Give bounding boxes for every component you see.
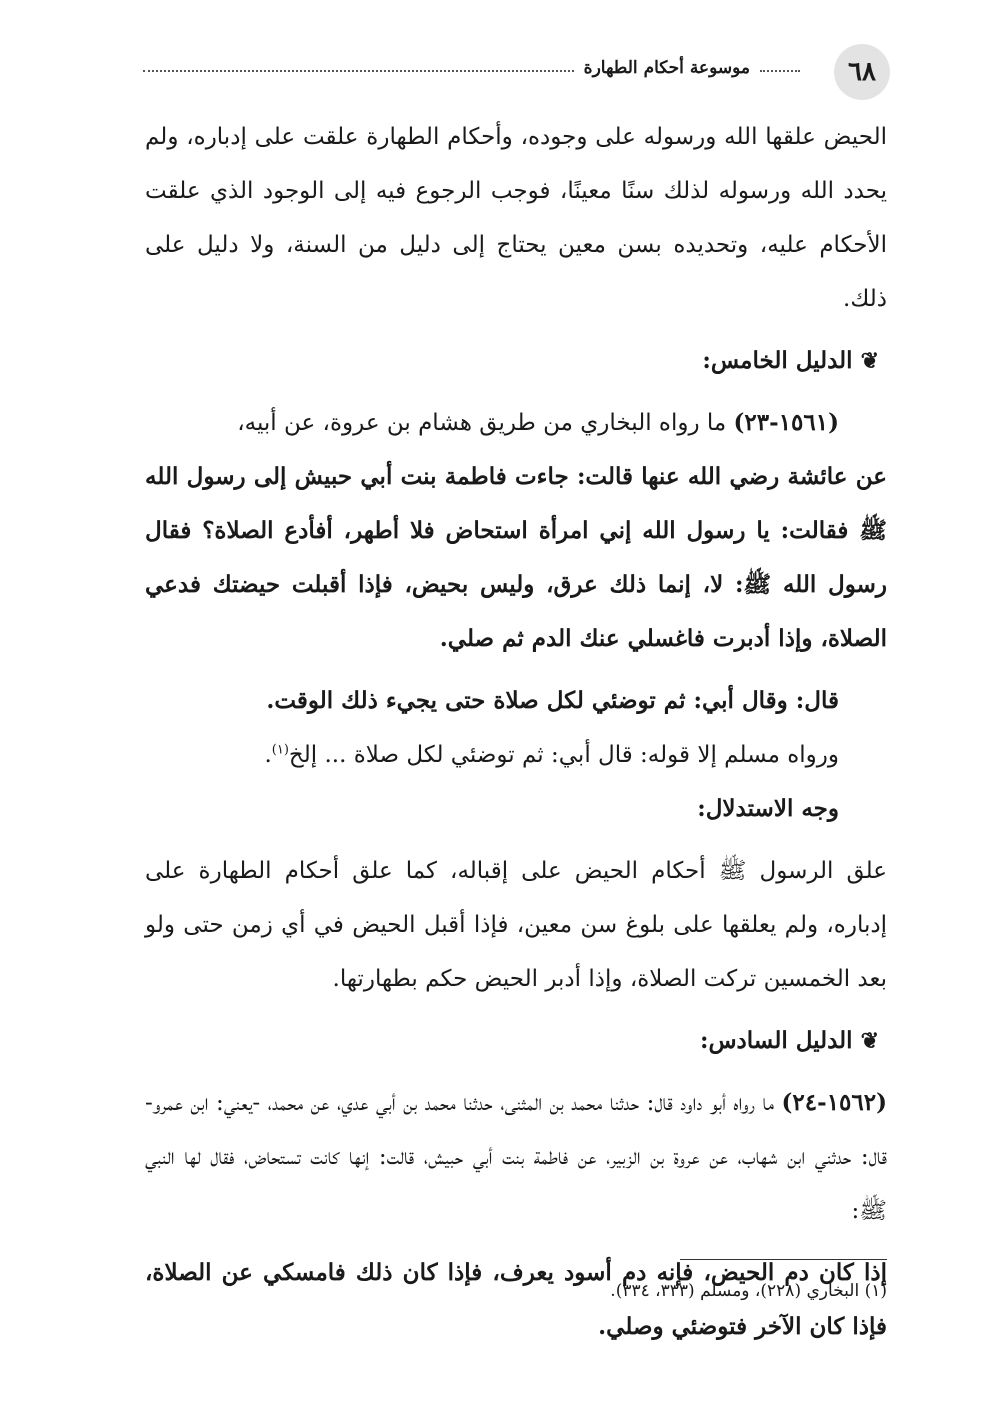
main-text xyxy=(145,110,887,1354)
hadith-2-isnad xyxy=(145,1076,887,1238)
page-header xyxy=(143,44,890,102)
hadith-1-addition: قال: وقال أبي: ثم توضئي لكل صلاة حتى يجيء ذلك الوقت. xyxy=(266,687,839,714)
heading-sixth-evidence xyxy=(145,1014,887,1068)
leaf-ornament-icon: ❦ xyxy=(860,348,879,374)
footnote-1: (١) البخاري (٢٢٨)، ومسلم (٣٣٣، ٣٣٤). xyxy=(610,1281,887,1301)
page-number: ٦٨ xyxy=(848,57,876,87)
wajh-heading: وجه الاستدلال: xyxy=(697,795,839,822)
running-title: موسوعة أحكام الطهارة xyxy=(583,58,750,78)
page-number-badge xyxy=(834,44,890,100)
paragraph-1: الحيض علقها الله ورسوله على وجوده، وأحكام الطهارة علقت على إدباره، ولم يحدد الله ورسوله لذلك سنًا معينًا، فوجب الرجوع فيه إلى الوجود الذي علقت الأحكام عليه، وتحديده بسن معين يحتاج إلى دليل من السنة، ولا دليل على ذلك. xyxy=(145,124,887,312)
footnote-separator xyxy=(680,1259,887,1260)
wajh-text: علق الرسول ﷺ أحكام الحيض على إقباله، كما علق أحكام الطهارة على إدباره، ولم يعلقها على بلوغ سن معين، فإذا أقبل الحيض في أي زمن حتى ولو بعد الخمسين تركت الصلاة، وإذا أدبر الحيض حكم بطهارتها. xyxy=(145,858,887,992)
leader-dots-left xyxy=(143,70,574,72)
heading-sixth-label: الدليل السادس: xyxy=(699,1027,853,1054)
footnote-ref-1[interactable]: (١) xyxy=(271,742,289,758)
hadith-2-chain: ما رواه أبو داود قال: حدثنا محمد بن المثنى، حدثنا محمد بن أبي عدي، عن محمد، -يعني: ابن عمرو- قال: حدثني ابن شهاب، عن عروة بن الزبير، عن فاطمة بنت أبي حبيش، قالت: إنها كانت تستحاض، فقال لها النبي ﷺ: xyxy=(145,1090,887,1224)
leaf-ornament-icon: ❦ xyxy=(860,1028,879,1054)
running-title-row xyxy=(143,58,800,78)
hadith-1-text: عن عائشة رضي الله عنها قالت: جاءت فاطمة بنت أبي حبيش إلى رسول الله ﷺ فقالت: يا رسول الله إني امرأة استحاض فلا أطهر، أفأدع الصلاة؟ فقال رسول الله ﷺ: لا، إنما ذلك عرق، وليس بحيض، فإذا أقبلت حيضتك فدعي الصلاة، وإذا أدبرت فاغسلي عنك الدم ثم صلي. xyxy=(145,463,887,652)
muslim-note-end: . xyxy=(264,742,272,768)
hadith-1-isnad xyxy=(145,396,887,450)
hadith-1-chain: ما رواه البخاري من طريق هشام بن عروة، عن أبيه، xyxy=(237,410,734,436)
hadith-2-ref: (١٥٦٢-٢٤) xyxy=(781,1089,887,1116)
leader-dots-right xyxy=(760,70,800,72)
hadith-1-ref: (١٥٦١-٢٣) xyxy=(733,409,839,436)
muslim-note xyxy=(145,728,887,782)
heading-fifth-evidence xyxy=(145,334,887,388)
muslim-note-text: ورواه مسلم إلا قوله: قال أبي: ثم توضئي لكل صلاة ... إلخ xyxy=(288,742,839,768)
hadith-2-text: إذا كان دم الحيض، فإنه دم أسود يعرف، فإذا كان ذلك فامسكي عن الصلاة، فإذا كان الآخر فتوضئي وصلي. xyxy=(145,1259,887,1340)
heading-fifth-label: الدليل الخامس: xyxy=(702,347,853,374)
